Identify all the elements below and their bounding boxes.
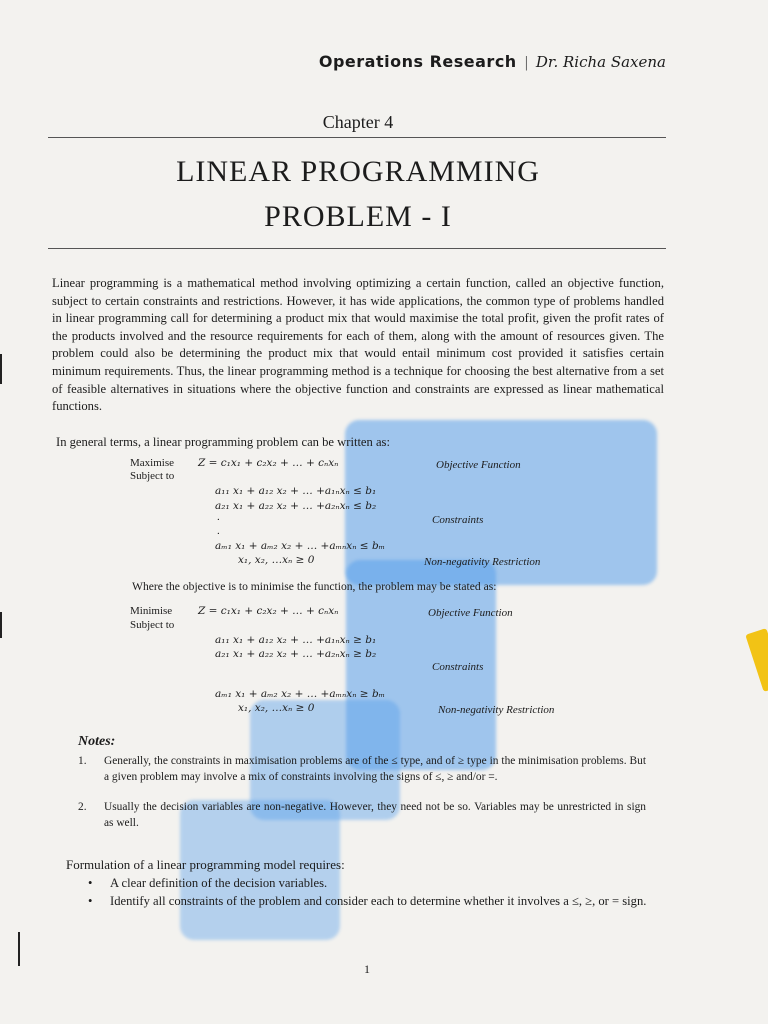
chapter-title-line-2: PROBLEM - I xyxy=(264,200,452,233)
margin-mark xyxy=(0,612,2,638)
max-constraint-2: a₂₁ x₁ + a₂₂ x₂ + … +a₂ₙxₙ ≤ b₂ xyxy=(215,500,377,512)
note-number: 2. xyxy=(78,801,87,813)
min-non-negativity-label: Non-negativity Restriction xyxy=(438,704,555,716)
running-header xyxy=(0,52,666,72)
page-number: 1 xyxy=(364,962,370,976)
notes-heading: Notes: xyxy=(78,734,116,749)
bottom-rule xyxy=(48,248,666,249)
margin-mark xyxy=(0,354,2,384)
sticky-note-tab xyxy=(745,628,768,692)
note-item xyxy=(78,754,646,785)
min-objective-label: Objective Function xyxy=(428,607,513,619)
note-text: Generally, the constraints in maximisation problems are of the ≤ type, and of ≥ type in the minimisation problems. But a given problem may involve a mix of constraints involving the signs of ≤, ≥ and/or =. xyxy=(104,755,646,783)
course-title: Operations Research xyxy=(318,52,517,71)
note-text: Usually the decision variables are non-negative. However, they need not be so. Variables may be unrestricted in sign as well. xyxy=(104,801,646,829)
top-rule xyxy=(48,137,666,138)
ellipsis-dot: . xyxy=(217,525,220,537)
intro-paragraph: Linear programming is a mathematical method involving optimizing a certain function, called an objective function, subject to certain constraints and restrictions. However, it has wide applications, the common type of problems handled in linear programming call for determining a product mix that would maximise the total profit, given the profit rates of the products involved and the resource requirements for each of them, along with the amount of resources given. The problem could also be determining the product mix that would entail minimum cost provided it satisfies certain minimum requirements. Thus, the linear programming method is a technique for choosing the best alternative from a set of feasible alternatives in situations where the objective function and constraints are expressed as linear mathematical functions. xyxy=(52,276,664,414)
max-label: Maximise xyxy=(130,457,174,469)
author-name: Dr. Richa Saxena xyxy=(535,53,666,71)
bullet-text: Identify all constraints of the problem and consider each to determine whether it involves a ≤, ≥, or = sign. xyxy=(110,894,647,908)
min-objective: Z = c₁x₁ + c₂x₂ + … + cₙxₙ xyxy=(198,605,339,617)
max-constraint-m: aₘ₁ x₁ + aₘ₂ x₂ + … +aₘₙxₙ ≤ bₘ xyxy=(215,540,386,552)
min-constraint-m: aₘ₁ x₁ + aₘ₂ x₂ + … +aₘₙxₙ ≥ bₘ xyxy=(215,688,386,700)
max-non-negativity-label: Non-negativity Restriction xyxy=(424,556,541,568)
formulation-heading: Formulation of a linear programming model requires: xyxy=(66,857,345,872)
max-constraints-label: Constraints xyxy=(432,514,484,526)
min-label: Minimise xyxy=(130,605,173,617)
max-non-negativity: x₁, x₂, …xₙ ≥ 0 xyxy=(238,554,315,566)
min-constraint-2: a₂₁ x₁ + a₂₂ x₂ + … +a₂ₙxₙ ≥ b₂ xyxy=(215,648,377,660)
max-objective-label: Objective Function xyxy=(436,459,521,471)
minimise-intro: Where the objective is to minimise the function, the problem may be stated as: xyxy=(132,580,497,593)
bullet-item xyxy=(88,893,668,909)
ellipsis-dot: . xyxy=(217,511,220,523)
min-constraints-label: Constraints xyxy=(432,661,484,673)
margin-mark xyxy=(18,932,20,966)
note-item xyxy=(78,800,646,831)
min-non-negativity: x₁, x₂, …xₙ ≥ 0 xyxy=(238,702,315,714)
note-number: 1. xyxy=(78,755,87,767)
chapter-label: Chapter 4 xyxy=(322,112,394,132)
max-objective: Z = c₁x₁ + c₂x₂ + … + cₙxₙ xyxy=(198,457,339,469)
bullet-item xyxy=(88,875,668,891)
general-form-sentence: In general terms, a linear programming problem can be written as: xyxy=(56,435,390,449)
bullet-text: A clear definition of the decision variables. xyxy=(110,876,328,890)
chapter-title-line-1: LINEAR PROGRAMMING xyxy=(176,155,540,188)
max-constraint-1: a₁₁ x₁ + a₁₂ x₂ + … +a₁ₙxₙ ≤ b₁ xyxy=(215,485,377,497)
bullet-dot: • xyxy=(88,894,93,908)
max-subject-to: Subject to xyxy=(130,470,175,482)
bullet-dot: • xyxy=(88,876,93,890)
header-separator: | xyxy=(524,54,528,71)
min-constraint-1: a₁₁ x₁ + a₁₂ x₂ + … +a₁ₙxₙ ≥ b₁ xyxy=(215,634,377,646)
min-subject-to: Subject to xyxy=(130,619,175,631)
